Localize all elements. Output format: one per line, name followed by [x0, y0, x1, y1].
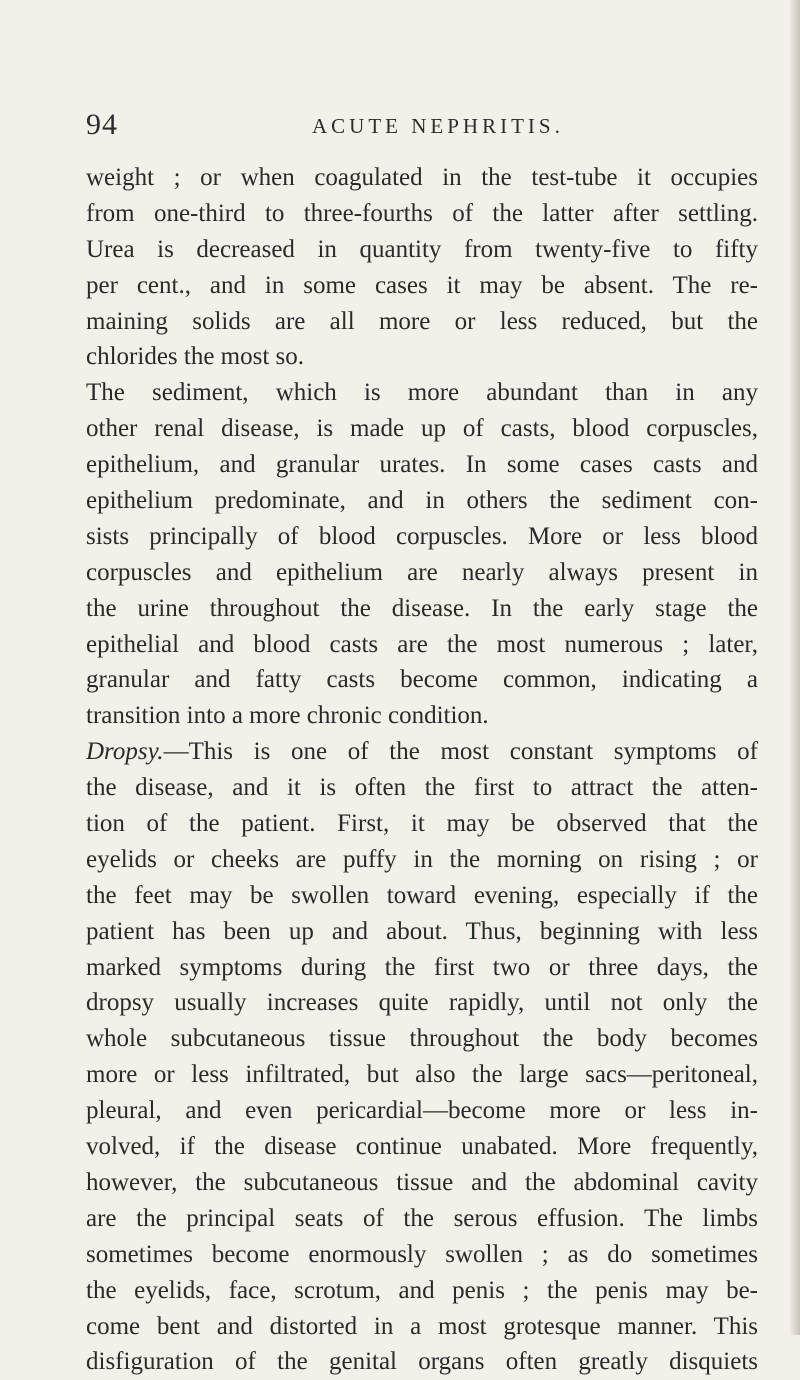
running-head: ACUTE NEPHRITIS. [312, 114, 564, 138]
text-line: epithelium, and granular urates. In some cases casts and [86, 451, 758, 479]
text-line: transition into a more chronic condition. [86, 702, 489, 730]
text-line: the eyelids, face, scrotum, and penis ; the penis may be- [86, 1276, 758, 1304]
text-line: patient has been up and about. Thus, beginning with less [86, 917, 758, 945]
text-line: Urea is decreased in quantity from twenty-five to fifty [86, 235, 758, 263]
text-line: however, the subcutaneous tissue and the abdominal cavity [86, 1168, 758, 1196]
text-line: whole subcutaneous tissue throughout the body becomes [86, 1025, 758, 1053]
text-line: weight ; or when coagulated in the test-tube it occupies [86, 164, 758, 191]
text-line: chlorides the most so. [86, 343, 305, 371]
text-line: granular and fatty casts become common, indicating a [86, 666, 758, 694]
text-line: per cent., and in some cases it may be absent. The re- [86, 271, 758, 299]
page-header [86, 108, 766, 148]
text-line: epithelial and blood casts are the most numerous ; later, [86, 630, 758, 658]
text-line: corpuscles and epithelium are nearly always present in [86, 558, 758, 586]
text-line: are the principal seats of the serous effusion. The limbs [86, 1204, 758, 1232]
text-line: more or less infiltrated, but also the large sacs—peritoneal, [86, 1061, 758, 1089]
page-edge-shadow [790, 0, 800, 1335]
dropsy-line-rest: —This is one of the most constant symptoms of [163, 738, 758, 766]
text-line-dropsy [86, 734, 758, 770]
text-line: sometimes become enormously swollen ; as do sometimes [86, 1240, 758, 1268]
text-line: sists principally of blood corpuscles. More or less blood [86, 522, 758, 550]
text-line: marked symptoms during the first two or three days, the [86, 953, 758, 981]
text-line: the disease, and it is often the first to attract the atten- [86, 774, 758, 802]
text-line: maining solids are all more or less reduced, but the [86, 307, 758, 335]
text-line: The sediment, which is more abundant than in any [86, 379, 758, 407]
text-line: the feet may be swollen toward evening, especially if the [86, 881, 758, 909]
text-line: disfiguration of the genital organs often greatly disquiets [86, 1348, 758, 1376]
text-line: dropsy usually increases quite rapidly, until not only the [86, 989, 758, 1017]
text-line: volved, if the disease continue unabated. More frequently, [86, 1133, 758, 1161]
page-number: 94 [86, 108, 118, 141]
dropsy-heading: Dropsy. [86, 738, 164, 766]
text-line: the urine throughout the disease. In the early stage the [86, 594, 758, 622]
text-line: pleural, and even pericardial—become more or less in- [86, 1097, 758, 1125]
text-line: epithelium predominate, and in others the sediment con- [86, 487, 758, 515]
text-line: tion of the patient. First, it may be observed that the [86, 810, 758, 838]
text-line: other renal disease, is made up of casts, blood corpuscles, [86, 415, 758, 443]
body-text [86, 160, 758, 1380]
text-line: eyelids or cheeks are puffy in the morning on rising ; or [86, 845, 758, 873]
text-line: come bent and distorted in a most grotesque manner. This [86, 1312, 758, 1340]
text-line: from one-third to three-fourths of the latter after settling. [86, 199, 758, 227]
